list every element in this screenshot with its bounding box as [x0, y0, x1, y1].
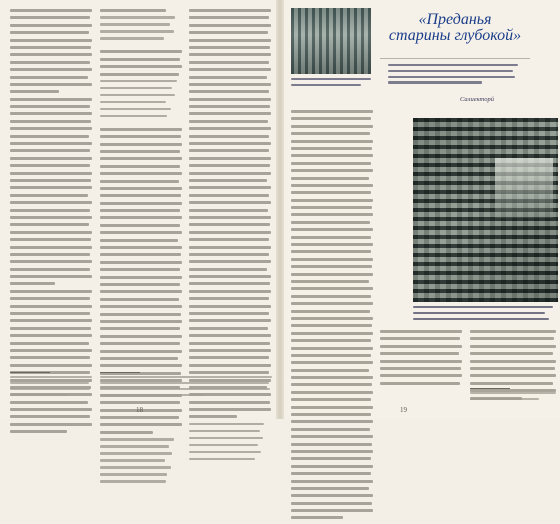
cellar-light-area	[495, 158, 553, 218]
page-number-left: 18	[136, 406, 143, 414]
cellar-photo-caption	[413, 306, 553, 323]
article-heading	[380, 12, 530, 44]
left-footnote-2	[100, 376, 272, 400]
left-footnote-rule-1	[10, 372, 50, 373]
left-footnote-rule-2	[100, 372, 140, 373]
book-gutter	[276, 0, 284, 419]
right-footnote	[470, 392, 556, 404]
left-page-column-2	[100, 9, 182, 487]
left-footnote-1	[10, 376, 92, 400]
heading-separator	[380, 58, 530, 59]
right-footnote-rule	[470, 388, 510, 389]
wine-cellar-photo	[413, 118, 558, 302]
epigraph	[388, 64, 518, 87]
heading-line-1: «Преданья	[418, 11, 492, 28]
heading-line-2: старины глубокой»	[388, 27, 522, 44]
page-number-right: 19	[400, 406, 407, 414]
left-page-column-1	[10, 9, 92, 438]
cellar-shelf-photo	[291, 8, 371, 74]
top-photo-caption	[291, 78, 371, 90]
right-page-column-1	[291, 110, 373, 524]
epigraph-signature: Салиекторй	[460, 96, 494, 103]
right-page-column-2-text	[380, 330, 462, 389]
